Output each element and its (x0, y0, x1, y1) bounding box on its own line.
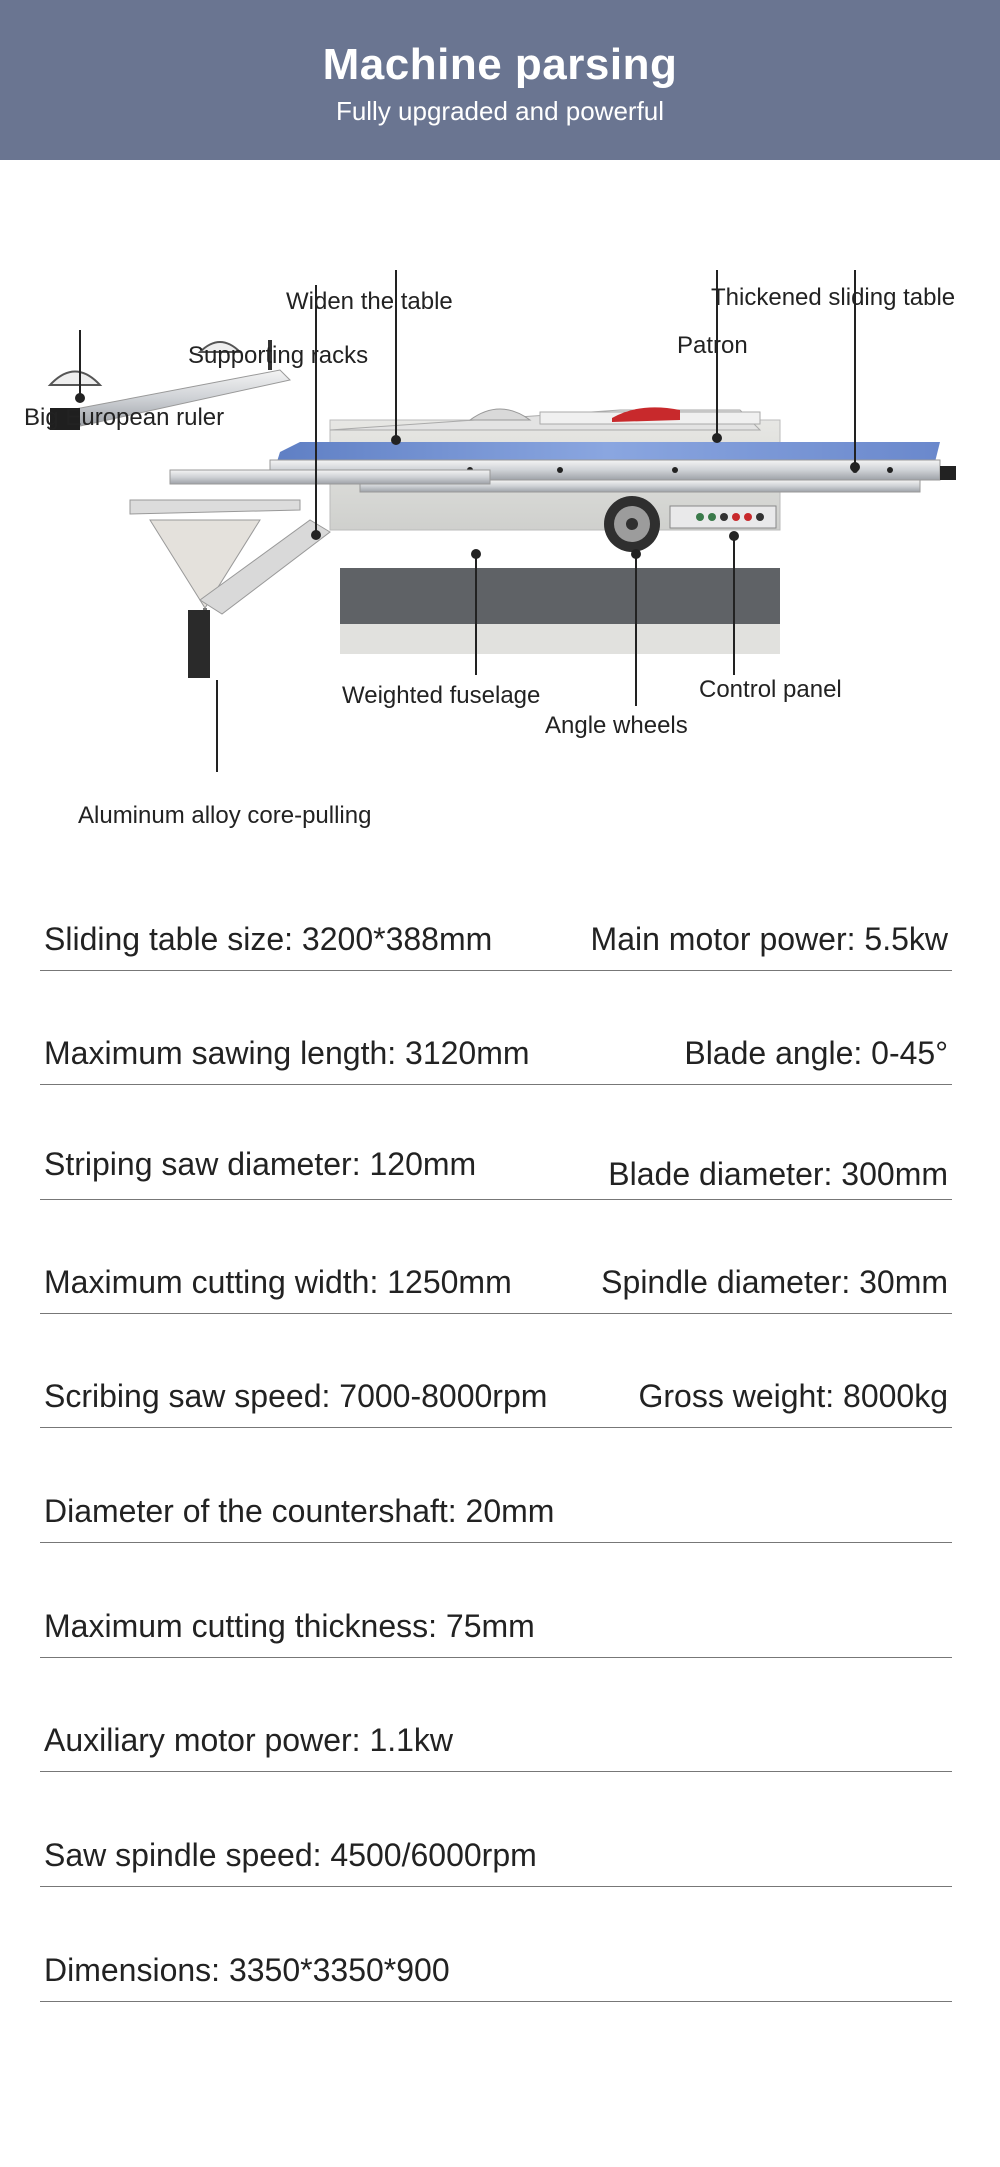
clamp-handle-left (50, 372, 100, 386)
spec-row (40, 1772, 952, 1887)
label-widen-table: Widen the table (286, 288, 453, 315)
spec-row (40, 1428, 952, 1543)
label-aluminum-core-pulling: Aluminum alloy core-pulling (78, 802, 372, 829)
weighted-fuselage-panel (340, 568, 780, 624)
spec-item: Blade diameter: 300mm (608, 1156, 948, 1192)
spec-row (40, 1313, 952, 1428)
spec-item: Blade angle: 0-45° (684, 1035, 948, 1071)
spec-item: Diameter of the countershaft: 20mm (44, 1493, 555, 1529)
spec-row (40, 1199, 952, 1314)
rail-end-cap (940, 466, 956, 480)
spec-item: Saw spindle speed: 4500/6000rpm (44, 1837, 537, 1873)
label-supporting-racks: Supporting racks (188, 342, 369, 369)
machine-diagram (0, 270, 1000, 850)
core-pulling-clamp (188, 610, 210, 678)
spec-item: Sliding table size: 3200*388mm (44, 921, 493, 957)
spec-item: Maximum sawing length: 3120mm (44, 1035, 530, 1071)
label-patron: Patron (677, 332, 748, 359)
spec-item: Maximum cutting width: 1250mm (44, 1264, 512, 1300)
spec-item: Auxiliary motor power: 1.1kw (44, 1722, 454, 1758)
spec-row (40, 970, 952, 1085)
label-weighted-fuselage: Weighted fuselage (342, 682, 541, 709)
spec-item: Striping saw diameter: 120mm (44, 1146, 477, 1182)
spec-item: Main motor power: 5.5kw (590, 921, 948, 957)
spec-row (40, 856, 952, 971)
label-angle-wheels: Angle wheels (545, 712, 688, 739)
spec-item: Dimensions: 3350*3350*900 (44, 1952, 450, 1988)
spec-row (40, 1657, 952, 1772)
label-big-european-ruler: Big European ruler (24, 404, 225, 431)
saw-blade (470, 409, 530, 420)
header-banner (0, 0, 1000, 160)
machine-foot (340, 624, 780, 654)
spec-row (40, 1887, 952, 2002)
spec-item: Maximum cutting thickness: 75mm (44, 1608, 535, 1644)
spec-item: Scribing saw speed: 7000-8000rpm (44, 1378, 548, 1414)
spec-item: Spindle diameter: 30mm (601, 1264, 948, 1300)
sliding-table-saw-illustration (0, 270, 1000, 850)
spec-row (40, 1085, 952, 1200)
label-thickened-sliding-table: Thickened sliding table (711, 284, 956, 311)
supporting-rack-bar (170, 470, 490, 484)
label-control-panel: Control panel (699, 676, 842, 703)
page-subtitle: Fully upgraded and powerful (335, 96, 665, 126)
spec-item: Gross weight: 8000kg (638, 1378, 948, 1414)
spec-row (40, 1543, 952, 1658)
page-title: Machine parsing (322, 40, 678, 89)
